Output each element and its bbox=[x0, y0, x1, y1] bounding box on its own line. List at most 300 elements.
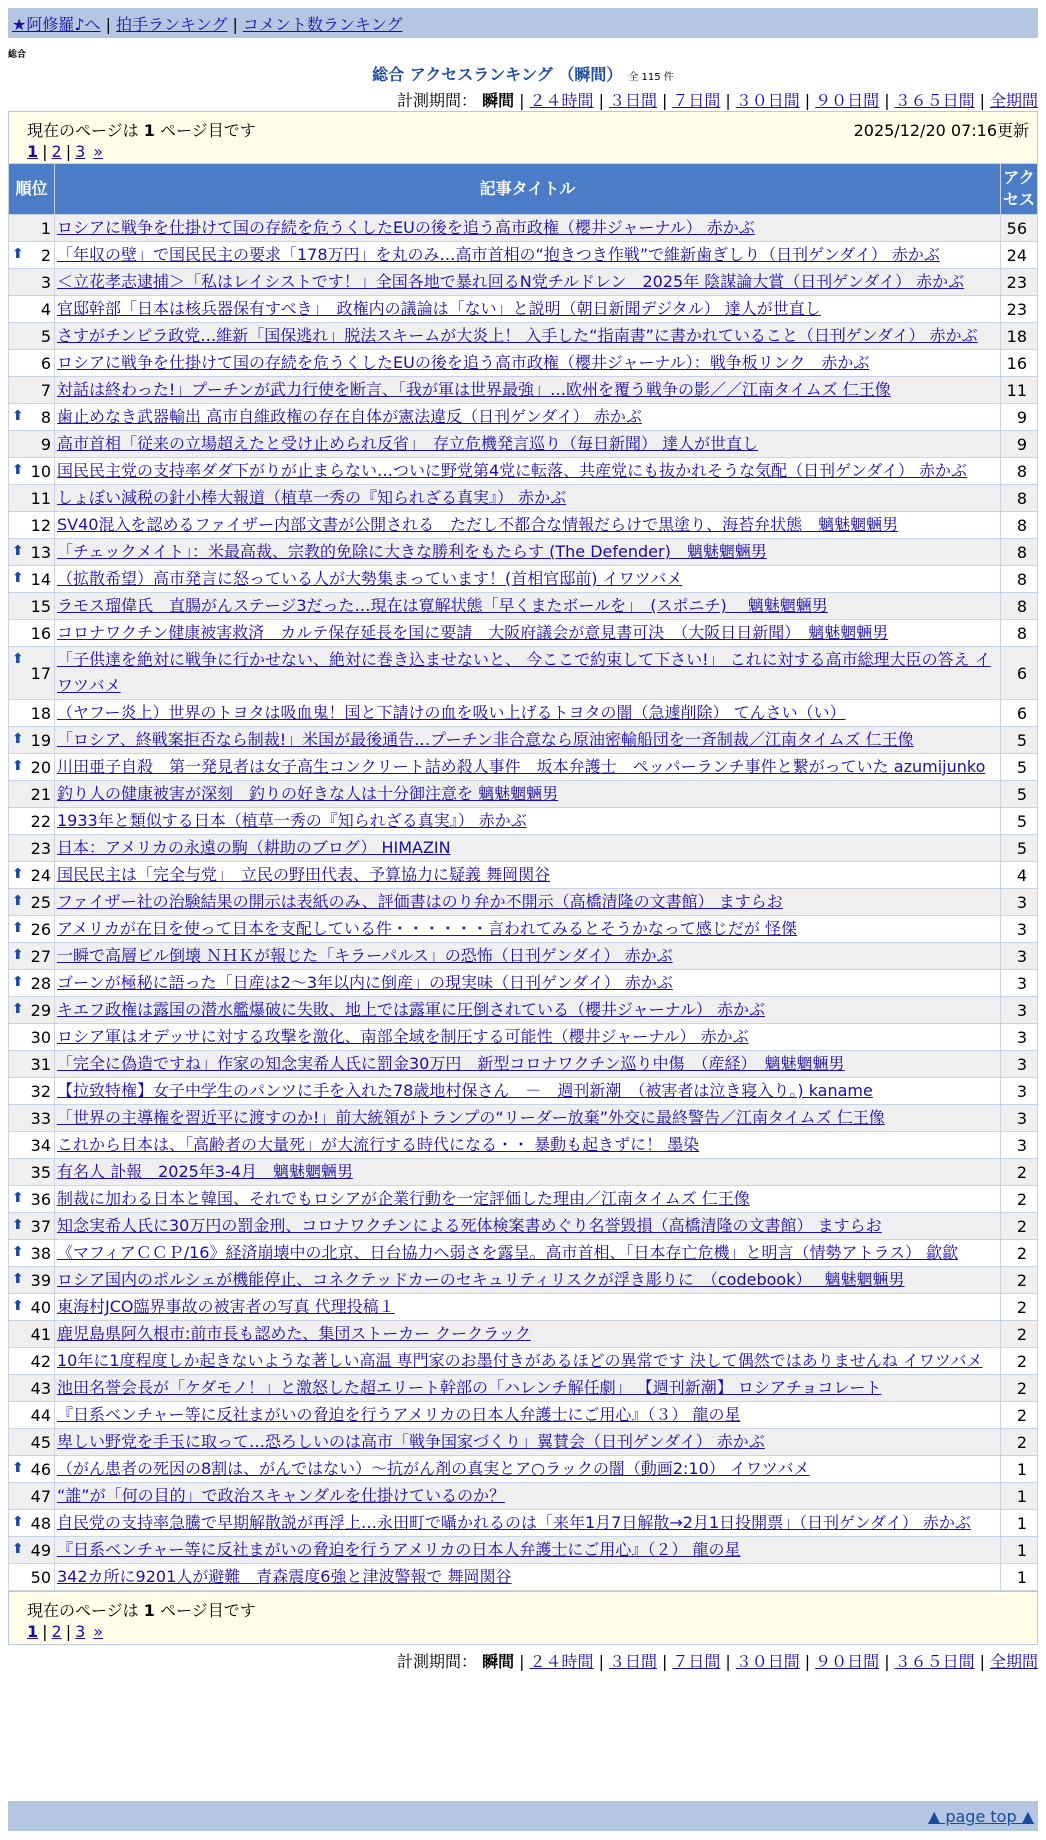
rank-number: 2 bbox=[40, 245, 51, 265]
access-count: 2 bbox=[1001, 1186, 1037, 1212]
article-link[interactable]: “誰”が「何の目的」で政治スキャンダルを仕掛けているのか？ bbox=[57, 1486, 505, 1505]
page-next-link[interactable]: » bbox=[93, 142, 104, 161]
access-count: 2 bbox=[1001, 1321, 1037, 1347]
ranking-row bbox=[9, 1321, 1037, 1347]
access-count: 3 bbox=[1001, 1024, 1037, 1050]
article-link[interactable]: 「子供達を絶対に戦争に行かせない、絶対に巻き込ませないと、 今ここで約束して下さい!」 これに対する高市総理大臣の答え イワツバメ bbox=[57, 650, 991, 695]
rank-cell bbox=[9, 323, 54, 349]
rank-cell bbox=[9, 1132, 54, 1158]
ranking-row bbox=[9, 1294, 1037, 1320]
rank-number: 28 bbox=[30, 973, 51, 993]
access-count: 2 bbox=[1001, 1213, 1037, 1239]
ranking-row bbox=[9, 539, 1037, 565]
ranking-row bbox=[9, 1105, 1037, 1131]
rank-up-arrow-icon: ⬆ bbox=[12, 462, 24, 478]
title-cell bbox=[55, 323, 1000, 349]
rank-cell bbox=[9, 808, 54, 834]
article-link[interactable]: 「完全に偽造ですね」作家の知念実希人氏に罰金30万円 新型コロナワクチン巡り中傷 （産経） 魑魅魍魎男 bbox=[57, 1054, 845, 1073]
period-link-90d[interactable]: ９０日間 bbox=[815, 91, 880, 110]
title-cell bbox=[55, 1402, 1000, 1428]
access-count: 4 bbox=[1001, 862, 1037, 888]
title-cell bbox=[55, 835, 1000, 861]
ranking-row bbox=[9, 1348, 1037, 1374]
rank-up-arrow-icon: ⬆ bbox=[12, 731, 24, 747]
access-count: 3 bbox=[1001, 1105, 1037, 1131]
title-cell bbox=[55, 1051, 1000, 1077]
ranking-row bbox=[9, 350, 1037, 376]
article-link[interactable]: 1933年と類似する日本（植草一秀の『知られざる真実』） 赤かぶ bbox=[57, 811, 527, 830]
article-link[interactable]: 「世界の主導権を習近平に渡すのか!」前大統領がトランプの“リーダー放棄”外交に最終警告／江南タイムズ 仁王像 bbox=[57, 1108, 885, 1127]
page-title-text: 総合 アクセスランキング （瞬間） bbox=[372, 65, 623, 84]
ranking-row bbox=[9, 593, 1037, 619]
rank-up-arrow-icon: ⬆ bbox=[12, 1514, 24, 1530]
rank-up-arrow-icon: ⬆ bbox=[12, 570, 24, 586]
rank-number: 35 bbox=[30, 1162, 51, 1182]
rank-cell bbox=[9, 1294, 54, 1320]
rank-number: 17 bbox=[30, 663, 51, 683]
rank-cell bbox=[9, 1321, 54, 1347]
rank-number: 30 bbox=[30, 1027, 51, 1047]
article-link[interactable]: 日本：アメリカの永遠の駒（耕助のブログ） HIMAZIN bbox=[57, 838, 451, 857]
title-cell bbox=[55, 1348, 1000, 1374]
title-cell bbox=[55, 1024, 1000, 1050]
title-cell bbox=[55, 512, 1000, 538]
title-cell bbox=[55, 970, 1000, 996]
period-link-all[interactable]: 全期間 bbox=[989, 1652, 1038, 1671]
rank-number: 19 bbox=[30, 730, 51, 750]
page-link-1[interactable]: 1 bbox=[27, 142, 39, 161]
access-count: 3 bbox=[1001, 970, 1037, 996]
ranking-row bbox=[9, 862, 1037, 888]
article-link[interactable]: 知念実希人氏に30万円の罰金刑、コロナワクチンによる死体検案書めぐり名誉毀損（高橋清隆の文書館） ますらお bbox=[57, 1216, 882, 1235]
page-top-link[interactable]: ▲ page top ▲ bbox=[927, 1807, 1034, 1826]
title-cell bbox=[55, 404, 1000, 430]
rank-up-arrow-icon: ⬆ bbox=[12, 866, 24, 882]
rank-up-arrow-icon: ⬆ bbox=[12, 974, 24, 990]
rank-cell bbox=[9, 727, 54, 753]
ranking-row bbox=[9, 916, 1037, 942]
rank-number: 7 bbox=[40, 380, 51, 400]
rank-number: 34 bbox=[30, 1135, 51, 1155]
title-cell bbox=[55, 1159, 1000, 1185]
period-link-all[interactable]: 全期間 bbox=[989, 91, 1038, 110]
article-link[interactable]: 10年に1度程度しか起きないような著しい高温 専門家のお墨付きがあるほどの異常です 決して偶然ではありませんね イワツバメ bbox=[57, 1351, 983, 1370]
rank-cell bbox=[9, 1429, 54, 1455]
access-count: 23 bbox=[1001, 269, 1037, 295]
rank-cell bbox=[9, 1483, 54, 1509]
rank-cell bbox=[9, 943, 54, 969]
ranking-body bbox=[9, 215, 1037, 1590]
period-link-30d[interactable]: ３０日間 bbox=[735, 1652, 800, 1671]
title-cell bbox=[55, 1375, 1000, 1401]
home-link[interactable]: ★阿修羅♪へ bbox=[12, 15, 101, 34]
access-count: 3 bbox=[1001, 1132, 1037, 1158]
access-count: 8 bbox=[1001, 485, 1037, 511]
access-count: 18 bbox=[1001, 323, 1037, 349]
rank-number: 12 bbox=[30, 515, 51, 535]
article-link[interactable]: 高市首相「従来の立場超えたと受け止められ反省」 存立危機発言巡り（毎日新聞） 達人が世直し bbox=[57, 434, 759, 453]
rank-number: 5 bbox=[40, 326, 51, 346]
article-link[interactable]: ロシアに戦争を仕掛けて国の存続を危うくしたEUの後を追う高市政権（櫻井ジャーナル）：戦争板リンク 赤かぶ bbox=[57, 353, 870, 372]
article-link[interactable]: 342カ所に9201人が避難 青森震度6強と津波警報で 舞岡関谷 bbox=[57, 1567, 512, 1586]
period-label: 計測期間： bbox=[397, 91, 478, 110]
rank-cell bbox=[9, 1375, 54, 1401]
article-link[interactable]: 一瞬で高層ビル倒壊 ＮＨＫが報じた「キラーパルス」の恐怖（日刊ゲンダイ） 赤かぶ bbox=[57, 946, 673, 965]
access-count: 3 bbox=[1001, 997, 1037, 1023]
rank-number: 6 bbox=[40, 353, 51, 373]
period-current: 瞬間 bbox=[482, 91, 515, 110]
article-link[interactable]: ゴーンが極秘に語った「日産は2～3年以内に倒産」の現実味（日刊ゲンダイ） 赤かぶ bbox=[57, 973, 673, 992]
rank-cell bbox=[9, 1564, 54, 1590]
rank-cell bbox=[9, 1186, 54, 1212]
rank-up-arrow-icon: ⬆ bbox=[12, 1298, 24, 1314]
rank-cell bbox=[9, 862, 54, 888]
rank-number: 42 bbox=[30, 1351, 51, 1371]
title-cell bbox=[55, 296, 1000, 322]
article-link[interactable]: 『日系ベンチャー等に反社まがいの脅迫を行うアメリカの日本人弁護士にご用心』（３） 龍の星 bbox=[57, 1405, 741, 1424]
article-link[interactable]: 国民民主党の支持率ダダ下がりが止まらない…ついに野党第4党に転落、共産党にも抜かれそうな気配（日刊ゲンダイ） 赤かぶ bbox=[57, 461, 967, 480]
page-info-text: 現在のページは 1 ページ目です bbox=[27, 121, 256, 140]
article-link[interactable]: 東海村JCO臨界事故の被害者の写真 代理投稿１ bbox=[57, 1297, 395, 1316]
ranking-row bbox=[9, 242, 1037, 268]
ranking-row bbox=[9, 835, 1037, 861]
title-cell bbox=[55, 1564, 1000, 1590]
rank-number: 48 bbox=[30, 1513, 51, 1533]
ranking-row bbox=[9, 1483, 1037, 1509]
article-link[interactable]: しょぼい減税の針小棒大報道（植草一秀の『知られざる真実』） 赤かぶ bbox=[57, 488, 567, 507]
ranking-row bbox=[9, 431, 1037, 457]
rank-cell bbox=[9, 970, 54, 996]
ranking-row bbox=[9, 1024, 1037, 1050]
rank-up-arrow-icon: ⬆ bbox=[12, 1244, 24, 1260]
rank-number: 14 bbox=[30, 569, 51, 589]
rank-cell bbox=[9, 1159, 54, 1185]
access-count: 5 bbox=[1001, 727, 1037, 753]
title-cell bbox=[55, 458, 1000, 484]
rank-number: 9 bbox=[40, 434, 51, 454]
applause-ranking-link[interactable]: 拍手ランキング bbox=[115, 15, 228, 34]
page-next-link[interactable]: » bbox=[93, 1622, 104, 1641]
ranking-row bbox=[9, 1186, 1037, 1212]
rank-cell bbox=[9, 781, 54, 807]
access-count: 2 bbox=[1001, 1348, 1037, 1374]
title-cell bbox=[55, 350, 1000, 376]
rank-number: 47 bbox=[30, 1486, 51, 1506]
access-count: 2 bbox=[1001, 1429, 1037, 1455]
rank-number: 10 bbox=[30, 461, 51, 481]
access-count: 3 bbox=[1001, 943, 1037, 969]
article-link[interactable]: （拡散希望）高市発言に怒っている人が大勢集まっています！(首相官邸前) イワツバメ bbox=[57, 569, 683, 588]
article-link[interactable]: これから日本は、「高齢者の大量死」が大流行する時代になる・・ 暴動も起きずに！ 墨染 bbox=[57, 1135, 700, 1154]
title-cell bbox=[55, 1510, 1000, 1536]
rank-number: 27 bbox=[30, 946, 51, 966]
period-link-365d[interactable]: ３６５日間 bbox=[894, 1652, 975, 1671]
ranking-row bbox=[9, 808, 1037, 834]
rank-number: 8 bbox=[40, 407, 51, 427]
article-link[interactable]: 『日系ベンチャー等に反社まがいの脅迫を行うアメリカの日本人弁護士にご用心』（２） 龍の星 bbox=[57, 1540, 741, 1559]
access-count: 11 bbox=[1001, 377, 1037, 403]
access-count: 9 bbox=[1001, 404, 1037, 430]
comment-ranking-link[interactable]: コメント数ランキング bbox=[242, 15, 403, 34]
rank-number: 40 bbox=[30, 1297, 51, 1317]
article-link[interactable]: 川田亜子自殺 第一発見者は女子高生コンクリート詰め殺人事件 坂本弁護士 ペッパーランチ事件と繋がっていた azumijunko bbox=[57, 757, 986, 776]
title-cell bbox=[55, 1483, 1000, 1509]
article-link[interactable]: 官邸幹部「日本は核兵器保有すべき」 政権内の議論は「ない」と説明（朝日新聞デジタル） 達人が世直し bbox=[57, 299, 821, 318]
rank-cell bbox=[9, 1456, 54, 1482]
article-link[interactable]: ＜立花孝志逮捕＞「私はレイシストです！」全国各地で暴れ回るN党チルドレン 2025年 陰謀論大賞（日刊ゲンダイ） 赤かぶ bbox=[57, 272, 965, 291]
title-cell bbox=[55, 889, 1000, 915]
ranking-row bbox=[9, 1564, 1037, 1590]
rank-number: 45 bbox=[30, 1432, 51, 1452]
title-cell bbox=[55, 1186, 1000, 1212]
rank-number: 15 bbox=[30, 596, 51, 616]
article-link[interactable]: （ヤフー炎上）世界のトヨタは吸血鬼！国と下請けの血を吸い上げるトヨタの闇（急遽削除） てんさい（い） bbox=[57, 703, 846, 722]
article-link[interactable]: 有名人 訃報 2025年3-4月 魑魅魍魎男 bbox=[57, 1162, 353, 1181]
rank-up-arrow-icon: ⬆ bbox=[12, 651, 24, 667]
title-cell bbox=[55, 808, 1000, 834]
ranking-row bbox=[9, 727, 1037, 753]
access-count: 1 bbox=[1001, 1537, 1037, 1563]
rank-cell bbox=[9, 1537, 54, 1563]
title-cell bbox=[55, 269, 1000, 295]
rank-number: 23 bbox=[30, 838, 51, 858]
article-link[interactable]: 【拉致特権】女子中学生のパンツに手を入れた78歳地村保さん － 週刊新潮 （被害者は泣き寝入り。) kaname bbox=[57, 1081, 873, 1100]
page-link-3[interactable]: 3 bbox=[75, 142, 86, 161]
rank-cell bbox=[9, 1348, 54, 1374]
article-link[interactable]: 歯止めなき武器輸出 高市自維政権の存在自体が憲法違反（日刊ゲンダイ） 赤かぶ bbox=[57, 407, 642, 426]
rank-number: 49 bbox=[30, 1540, 51, 1560]
title-cell bbox=[55, 215, 1000, 241]
article-link[interactable]: SV40混入を認めるファイザー内部文書が公開される ただし不都合な情報だらけで黒塗り、海苔弁状態 魑魅魍魎男 bbox=[57, 515, 899, 534]
rank-cell bbox=[9, 620, 54, 646]
rank-cell bbox=[9, 1078, 54, 1104]
article-link[interactable]: ラモス瑠偉氏 直腸がんステージ3だった…現在は寛解状態「早くまたボールを」 (スポニチ) 魑魅魍魎男 bbox=[57, 596, 828, 615]
access-count: 6 bbox=[1001, 700, 1037, 726]
period-link-7d[interactable]: ７日間 bbox=[672, 91, 721, 110]
page-link-3[interactable]: 3 bbox=[75, 1622, 86, 1641]
rank-cell bbox=[9, 431, 54, 457]
rank-number: 21 bbox=[30, 784, 51, 804]
article-link[interactable]: 自民党の支持率急騰で早期解散説が再浮上…永田町で囁かれるのは「来年1月7日解散→2月1日投開票」（日刊ゲンダイ） 赤かぶ bbox=[57, 1513, 971, 1532]
page-info-top bbox=[8, 111, 1038, 165]
rank-number: 3 bbox=[40, 272, 51, 292]
article-link[interactable]: コロナワクチン健康被害救済 カルテ保存延長を国に要請 大阪府議会が意見書可決 （大阪日日新聞） 魑魅魍魎男 bbox=[57, 623, 889, 642]
article-link[interactable]: ファイザー社の治験結果の開示は表紙のみ、評価書はのり弁か不開示（高橋清隆の文書館） ますらお bbox=[57, 892, 783, 911]
period-link-24h[interactable]: ２４時間 bbox=[529, 91, 594, 110]
title-cell bbox=[55, 862, 1000, 888]
article-link[interactable]: ロシア軍はオデッサに対する攻撃を激化、南部全域を制圧する可能性（櫻井ジャーナル） 赤かぶ bbox=[57, 1027, 749, 1046]
title-cell bbox=[55, 1213, 1000, 1239]
rank-number: 1 bbox=[40, 218, 51, 238]
title-cell bbox=[55, 431, 1000, 457]
page-link-2[interactable]: 2 bbox=[51, 1622, 62, 1641]
access-count: 6 bbox=[1001, 647, 1037, 699]
article-link[interactable]: さすがチンピラ政党…維新「国保逃れ」脱法スキームが大炎上！ 入手した“指南書”に書かれていること（日刊ゲンダイ） 赤かぶ bbox=[57, 326, 978, 345]
access-count: 16 bbox=[1001, 350, 1037, 376]
access-count: 1 bbox=[1001, 1483, 1037, 1509]
rank-cell bbox=[9, 242, 54, 268]
rank-number: 18 bbox=[30, 703, 51, 723]
pagination-top: 1 | 2 | 3 » bbox=[27, 142, 104, 161]
period-link-7d[interactable]: ７日間 bbox=[672, 1652, 721, 1671]
title-cell bbox=[55, 1294, 1000, 1320]
rank-cell bbox=[9, 350, 54, 376]
rank-number: 20 bbox=[30, 757, 51, 777]
access-count: 1 bbox=[1001, 1456, 1037, 1482]
title-cell bbox=[55, 916, 1000, 942]
rank-number: 50 bbox=[30, 1567, 51, 1587]
rank-up-arrow-icon: ⬆ bbox=[12, 543, 24, 559]
article-link[interactable]: 国民民主は「完全与党」 立民の野田代表、予算協力に疑義 舞岡関谷 bbox=[57, 865, 551, 884]
ranking-row bbox=[9, 620, 1037, 646]
rank-number: 36 bbox=[30, 1189, 51, 1209]
rank-number: 11 bbox=[30, 488, 51, 508]
page-info-text-bottom: 現在のページは 1 ページ目です bbox=[27, 1601, 256, 1620]
ranking-row bbox=[9, 1078, 1037, 1104]
period-link-365d[interactable]: ３６５日間 bbox=[894, 91, 975, 110]
period-current: 瞬間 bbox=[482, 1652, 515, 1671]
article-link[interactable]: 卑しい野党を手玉に取って…恐ろしいのは高市「戦争国家づくり」翼賛会（日刊ゲンダイ） 赤かぶ bbox=[57, 1432, 765, 1451]
ranking-row bbox=[9, 1456, 1037, 1482]
period-link-3d[interactable]: ３日間 bbox=[608, 91, 657, 110]
pagination-bottom: 1 | 2 | 3 » bbox=[27, 1622, 104, 1641]
rank-number: 32 bbox=[30, 1081, 51, 1101]
ranking-row bbox=[9, 458, 1037, 484]
access-count: 2 bbox=[1001, 1240, 1037, 1266]
ranking-row bbox=[9, 512, 1037, 538]
page-title bbox=[0, 62, 1046, 85]
access-count: 8 bbox=[1001, 512, 1037, 538]
col-header-rank: 順位 bbox=[9, 164, 54, 214]
access-count: 24 bbox=[1001, 242, 1037, 268]
rank-number: 46 bbox=[30, 1459, 51, 1479]
access-count: 5 bbox=[1001, 754, 1037, 780]
ranking-row bbox=[9, 754, 1037, 780]
ranking-row bbox=[9, 404, 1037, 430]
ranking-row bbox=[9, 1051, 1037, 1077]
ranking-row bbox=[9, 1402, 1037, 1428]
rank-cell bbox=[9, 539, 54, 565]
article-link[interactable]: 「年収の壁」で国民民主の要求「178万円」を丸のみ…高市首相の“抱きつき作戦”で維新歯ぎしり（日刊ゲンダイ） 赤かぶ bbox=[57, 245, 940, 264]
rank-cell bbox=[9, 269, 54, 295]
title-cell bbox=[55, 539, 1000, 565]
access-count: 8 bbox=[1001, 566, 1037, 592]
rank-cell bbox=[9, 916, 54, 942]
page-link-2[interactable]: 2 bbox=[51, 142, 62, 161]
access-count: 5 bbox=[1001, 781, 1037, 807]
access-count: 8 bbox=[1001, 539, 1037, 565]
title-cell bbox=[55, 1240, 1000, 1266]
rank-cell bbox=[9, 404, 54, 430]
rank-up-arrow-icon: ⬆ bbox=[12, 1271, 24, 1287]
ranking-row bbox=[9, 1267, 1037, 1293]
period-link-24h[interactable]: ２４時間 bbox=[529, 1652, 594, 1671]
rank-number: 39 bbox=[30, 1270, 51, 1290]
period-label: 計測期間： bbox=[397, 1652, 478, 1671]
rank-cell bbox=[9, 1510, 54, 1536]
title-cell bbox=[55, 1267, 1000, 1293]
article-link[interactable]: ロシアに戦争を仕掛けて国の存続を危うくしたEUの後を追う高市政権（櫻井ジャーナル） 赤かぶ bbox=[57, 218, 755, 237]
updated-time: 2025/12/20 07:16更新 bbox=[853, 121, 1029, 140]
page-info-bottom bbox=[8, 1591, 1038, 1645]
article-link[interactable]: 「チェックメイト」：米最高裁、宗教的免除に大きな勝利をもたらす (The Defender) 魑魅魍魎男 bbox=[57, 542, 767, 561]
ranking-row bbox=[9, 997, 1037, 1023]
col-header-access: アクセス bbox=[1001, 164, 1037, 214]
article-link[interactable]: 対話は終わった!」プーチンが武力行使を断言、「我が軍は世界最強」…欧州を覆う戦争の影／／江南タイムズ 仁王像 bbox=[57, 380, 891, 399]
rank-up-arrow-icon: ⬆ bbox=[12, 1460, 24, 1476]
title-cell bbox=[55, 700, 1000, 726]
rank-cell bbox=[9, 512, 54, 538]
access-count: 1 bbox=[1001, 1564, 1037, 1590]
footer-bar bbox=[8, 1801, 1038, 1831]
title-cell bbox=[55, 1429, 1000, 1455]
article-link[interactable]: 池田名誉会長が「ケダモノ！」と激怒した超エリート幹部の「ハレンチ解任劇」 【週刊新潮】 ロシアチョコレート bbox=[57, 1378, 882, 1397]
title-cell bbox=[55, 1078, 1000, 1104]
period-selector-bottom: 計測期間： 瞬間 | ２４時間 | ３日間 | ７日間 | ３０日間 | ９０日間 | ３６５日間 | 全期間 bbox=[397, 1652, 1038, 1671]
rank-up-arrow-icon: ⬆ bbox=[12, 1217, 24, 1233]
article-link[interactable]: 「ロシア、終戦案拒否なら制裁!」米国が最後通告…プーチン非合意なら原油密輸船団を一斉制裁／江南タイムズ 仁王像 bbox=[57, 730, 914, 749]
rank-cell bbox=[9, 1402, 54, 1428]
period-link-3d[interactable]: ３日間 bbox=[608, 1652, 657, 1671]
access-count: 3 bbox=[1001, 889, 1037, 915]
page-link-1[interactable]: 1 bbox=[27, 1622, 39, 1641]
title-cell bbox=[55, 620, 1000, 646]
period-link-30d[interactable]: ３０日間 bbox=[735, 91, 800, 110]
period-link-90d[interactable]: ９０日間 bbox=[815, 1652, 880, 1671]
access-count: 9 bbox=[1001, 431, 1037, 457]
ranking-row bbox=[9, 1510, 1037, 1536]
ranking-row bbox=[9, 296, 1037, 322]
access-count: 3 bbox=[1001, 1051, 1037, 1077]
title-cell bbox=[55, 1105, 1000, 1131]
rank-number: 26 bbox=[30, 919, 51, 939]
rank-up-arrow-icon: ⬆ bbox=[12, 947, 24, 963]
rank-number: 4 bbox=[40, 299, 51, 319]
ranking-row bbox=[9, 269, 1037, 295]
title-cell bbox=[55, 485, 1000, 511]
article-link[interactable]: （がん患者の死因の8割は、がんではない）～抗がん剤の真実とア○ラックの闇（動画2:10） イワツバメ bbox=[57, 1459, 810, 1478]
access-count: 8 bbox=[1001, 458, 1037, 484]
ranking-row bbox=[9, 943, 1037, 969]
access-count: 2 bbox=[1001, 1267, 1037, 1293]
title-cell bbox=[55, 997, 1000, 1023]
rank-number: 13 bbox=[30, 542, 51, 562]
rank-cell bbox=[9, 296, 54, 322]
ranking-row bbox=[9, 889, 1037, 915]
col-header-title: 記事タイトル bbox=[55, 164, 1000, 214]
access-count: 2 bbox=[1001, 1294, 1037, 1320]
article-link[interactable]: ロシア国内のポルシェが機能停止、コネクテッドカーのセキュリティリスクが浮き彫りに （codebook） 魑魅魍魎男 bbox=[57, 1270, 905, 1289]
article-link[interactable]: 鹿児島県阿久根市:前市長も認めた、集団ストーカー クークラック bbox=[57, 1324, 531, 1343]
article-link[interactable]: 《マフィアＣＣＰ/16》経済崩壊中の北京、日台協力へ弱さを露呈。高市首相、「日本存亡危機」と明言（情勢アトラス） 歙歙 bbox=[57, 1243, 959, 1262]
article-link[interactable]: 釣り人の健康被害が深刻 釣りの好きな人は十分御注意を 魑魅魍魎男 bbox=[57, 784, 559, 803]
rank-number: 22 bbox=[30, 811, 51, 831]
ranking-row bbox=[9, 1537, 1037, 1563]
access-count: 8 bbox=[1001, 593, 1037, 619]
access-count: 3 bbox=[1001, 916, 1037, 942]
rank-number: 37 bbox=[30, 1216, 51, 1236]
title-cell bbox=[55, 943, 1000, 969]
article-link[interactable]: 制裁に加わる日本と韓国、それでもロシアが企業行動を一定評価した理由／江南タイムズ 仁王像 bbox=[57, 1189, 750, 1208]
rank-number: 24 bbox=[30, 865, 51, 885]
ranking-row bbox=[9, 647, 1037, 699]
title-cell bbox=[55, 1456, 1000, 1482]
article-link[interactable]: キエフ政権は露国の潜水艦爆破に失敗、地上では露軍に圧倒されている（櫻井ジャーナル） 赤かぶ bbox=[57, 1000, 765, 1019]
rank-up-arrow-icon: ⬆ bbox=[12, 1001, 24, 1017]
rank-cell bbox=[9, 1213, 54, 1239]
article-link[interactable]: アメリカが在日を使って日本を支配している件・・・・・・言われてみるとそうかなって感じだが 怪傑 bbox=[57, 919, 797, 938]
rank-up-arrow-icon: ⬆ bbox=[12, 408, 24, 424]
